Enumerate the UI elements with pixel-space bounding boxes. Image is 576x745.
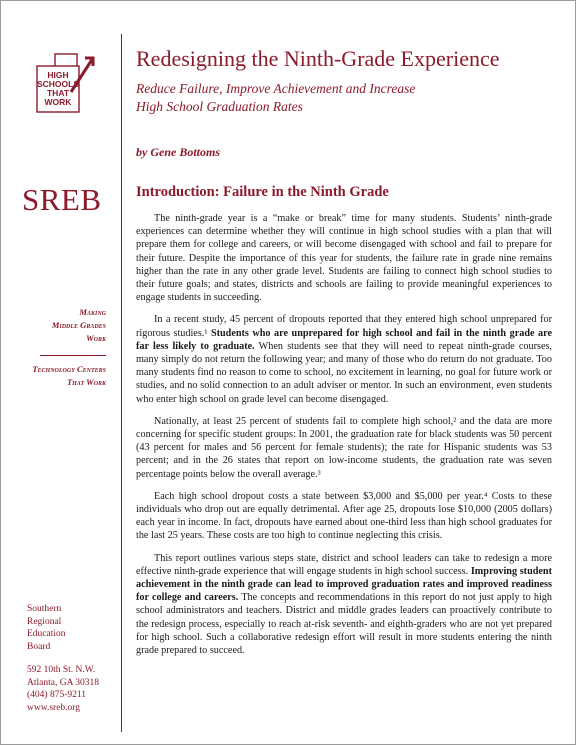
sidebar-link-1-line-3: Work [86, 333, 106, 343]
hstw-line-4: WORK [44, 97, 72, 107]
sidebar-link-making-middle-grades-work[interactable] [12, 306, 106, 345]
sidebar-link-technology-centers-that-work[interactable] [12, 363, 106, 389]
hstw-logo [27, 52, 103, 114]
sreb-logo: SREB [22, 182, 102, 217]
subtitle-line-2: High School Graduation Rates [136, 99, 303, 114]
paragraph-2-part-c: When students see that they will need to repeat ninth-grade courses, many simply do not return the following year; and many of those who do return do not graduate. Too many students find no reason to come to school, no excitement in learning, no goal for future work or studies, and no solid connection to an adult adviser or mentor. In such an environment, even students who enter high school on grade level can become disengaged. [136, 340, 552, 405]
sidebar-separator [40, 355, 106, 356]
document-subtitle [136, 80, 556, 116]
org-street: 592 10th St. N.W. [27, 665, 96, 675]
section-heading: Introduction: Failure in the Ninth Grade [136, 184, 389, 200]
sidebar-link-1-line-2: Middle Grades [51, 320, 106, 330]
document-title: Redesigning the Ninth-Grade Experience [136, 46, 500, 71]
vertical-divider [121, 34, 122, 732]
body-text [136, 212, 552, 666]
paragraph-5-bold: Improving student achievement in the ninth grade can lead to improved graduation rates and improved readiness for college and careers. [136, 565, 552, 604]
sidebar-link-2-line-2: That Work [66, 377, 106, 387]
sidebar-link-2-line-1: Technology Centers [32, 364, 106, 374]
org-city: Atlanta, GA 30318 [27, 677, 100, 688]
hstw-line-2: SCHOOLS [36, 79, 80, 89]
paragraph-5 [136, 552, 552, 658]
author-byline: by Gene Bottoms [136, 145, 220, 159]
hstw-line-1: HIGH [47, 70, 69, 80]
org-name-line-3: Education [27, 629, 66, 639]
org-name-line-4: Board [27, 641, 51, 652]
org-name-line-2: Regional [27, 616, 62, 627]
paragraph-4: Each high school dropout costs a state between $3,000 and $5,000 per year.⁴ Costs to these individuals who drop out are equally detrimental. After age 25, dropouts lose $10,000 (2005 dollars) each year in income. In fact, dropouts have earned about one-third less than high school graduates for the last 25 years. These costs are too high to continue neglecting this crisis. [136, 490, 552, 542]
org-phone: (404) 875-9211 [27, 690, 87, 700]
subtitle-line-1: Reduce Failure, Improve Achievement and Increase [136, 81, 416, 96]
paragraph-1: The ninth-grade year is a “make or break” time for many students. Students’ ninth-grade experiences can determine whether they will continue in high school studies with a plan that will prepare them for college and careers, or will become disengaged with school and fail to prepare for their future. Despite the importance of this year for students, the failure rate in grade nine remains higher than the rate in any other grade level. Students are failing to connect high school studies to their future goals; and states, districts and schools are failing to provide meaningful experiences to engage students in succeeding. [136, 213, 552, 304]
paragraph-5-part-c: The concepts and recommendations in this report do not just apply to high school administrators and teachers. District and middle grades leaders can proactively contribute to the redesign process, especially to reach at-risk seventh- and eighth-graders who are not yet prepared for high school. Such a collaborative redesign effort will result in more students entering the ninth grade prepared to succeed. [136, 592, 552, 657]
org-address-block [27, 603, 117, 714]
paragraph-2 [136, 313, 552, 405]
sidebar-link-1-line-1: Making [79, 307, 106, 317]
paragraph-5-part-a: This report outlines various steps state, district and school leaders can take to redesign a more effective ninth-grade experience that will engage students in high school success. [136, 552, 552, 577]
hstw-line-3: THAT [46, 88, 70, 98]
paragraph-2-part-a: In a recent study, 45 percent of dropouts reported that they entered high school unprepared for rigorous studies.¹ [136, 314, 552, 339]
org-website-link[interactable]: www.sreb.org [27, 702, 81, 713]
paragraph-3: Nationally, at least 25 percent of students fail to complete high school,² and the data are more concerning for specific student groups: In 2001, the graduation rate for black students was 50 percent (43 percent for males and 56 percent for female students); the rate for Hispanic students was 53 percent; and in the 26 states that report on low-income students, the graduation rate was seven percentage points below the overall average.³ [136, 415, 552, 480]
paragraph-2-bold: Students who are unprepared for high school and fail in the ninth grade are far less likely to graduate. [136, 327, 552, 352]
org-name-line-1: Southern [27, 604, 62, 614]
